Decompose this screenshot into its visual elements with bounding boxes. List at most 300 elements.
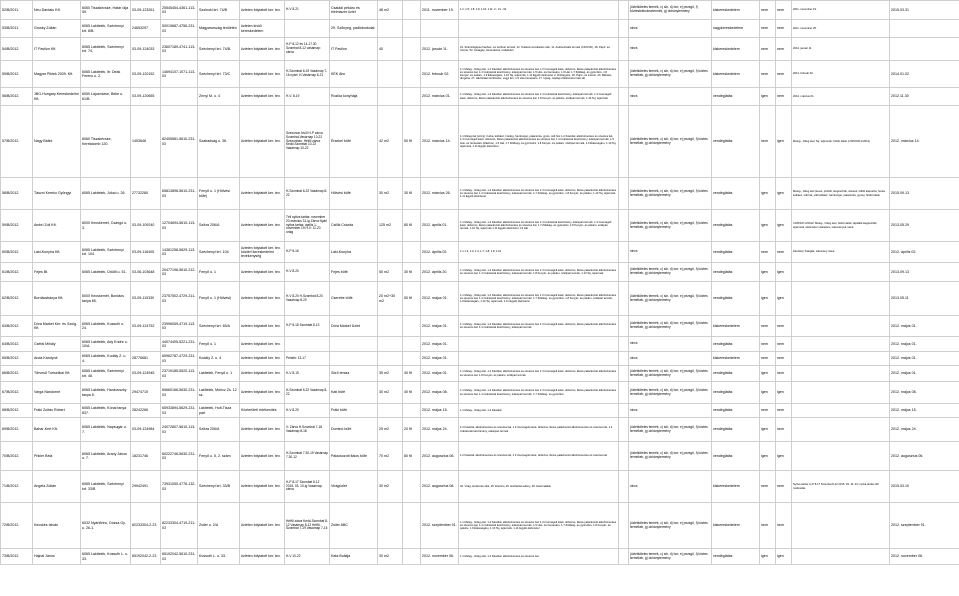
cell-from: I-005/347-2/2012: Meleg-, hideg étel, hűtött italok, táplálék kiegészítők, tejtermék, élelmiszer szárazáru, sütemények, kávé — [792, 210, 890, 242]
table-row — [1, 242, 959, 263]
cell-registry: 23757502-4729-211-03 — [161, 282, 198, 316]
table-row — [1, 442, 959, 471]
cell-from — [792, 366, 890, 382]
cell-liquor: igen — [760, 366, 776, 382]
cell-place: Lakitelek, Holt-Tisza part — [198, 404, 240, 418]
cell-product: Zsiler ABC — [330, 503, 378, 549]
cell-product: Családi pékáru és élelmiszer üzlet — [330, 1, 378, 20]
cell-rooms — [403, 337, 421, 352]
cell-kind: üzleten folytatott ker. tev. — [240, 471, 285, 503]
cell-alcohol: nem — [776, 418, 792, 442]
cell-from — [792, 549, 890, 565]
cell-liquor: nem — [760, 352, 776, 366]
table-row — [1, 20, 959, 38]
cell-address: 6065 Lakitelek, Hankovszky tanya 5. — [81, 382, 131, 404]
cell-date: 2012. március 14. — [421, 106, 459, 178]
cell-from: 2011. november 19. — [792, 1, 890, 20]
cell-date: 2012. május 01. — [421, 282, 459, 316]
cell-owner: Prikler Béla — [33, 442, 81, 471]
cell-date: 2012. április 02. — [421, 242, 459, 263]
table-row — [1, 316, 959, 337]
cell-food: vendéglátás — [712, 178, 760, 210]
cell-owner: Nagy Bálint — [33, 106, 81, 178]
cell-wares — [619, 382, 629, 404]
cell-wares — [619, 1, 629, 20]
cell-desc: 1.1 Meleg-, hideg étel, 1.2 Kávéital, alkoholmentes és szeszes ital, 1.3 Csomagolt kávé, dobozos, illetve palackozott alkoholmentes és szeszes ital, 1.4 Cukrászati készítmény, édesipari termék, 1.8 Kenyér- és pékáru, szélipari termék, 1.10 Tej, tejtermék — [459, 263, 619, 282]
cell-wares — [619, 404, 629, 418]
cell-product: Dominó büfé — [330, 418, 378, 442]
cell-registry: 73931050-4776-132-03 — [161, 471, 198, 503]
cell-open: H-V 10-22 — [285, 549, 330, 565]
cell-desc: 1.2; 1.5; 1.8; 1.9; 1.10; 1.11; 2.; 21.; 32. — [459, 1, 619, 20]
cell-product: Rozika konyhája — [330, 88, 378, 106]
cell-kind: üzleten folytatott ker. tev. — [240, 88, 285, 106]
cell-open: Szezonon kívül H-P zárva Szombat-Vasárnap 10-22 Szezonban: Hétfő zárva Kedd-Szombat 10-22 Vasárnap 10-22 — [285, 106, 330, 178]
cell-address: 6032 Nyárlőrinc, Dózsa Gy. u. 26-1. — [81, 503, 131, 549]
cell-kind: üzleten kívüli kereskedelem — [240, 20, 285, 38]
cell-alcohol: nem — [776, 38, 792, 61]
cell-open: H-V 8-20 H-Szombat 8-20 Vasárnap 8-20 — [285, 282, 330, 316]
cell-product: 29. Szőnyeg, padlóburkolat — [330, 20, 378, 38]
cell-desc: 1.2 Kávéital, alkoholmentes és szeszes ital, 1.3 Csomagolt kávé, dobozos, illetve palackozott alkoholmentes és szeszes ital, 1.4 Cukrászati készítmény, édesipari termék — [459, 418, 619, 442]
cell-open — [285, 20, 330, 38]
cell-kind: Közterületi értékesítés — [240, 404, 285, 418]
cell-open: Téli nyitva tartás: november 20-március 31-ig Zárva Nyári nyitva tartás: április 1-november 19 H-V: 11-20 óráig — [285, 210, 330, 242]
cell-liquor: nem — [760, 471, 776, 503]
cell-wares — [619, 242, 629, 263]
cell-address: 6065 Lakitelek, Széchenyi krt. 104. — [81, 242, 131, 263]
cell-alcohol: igen — [776, 106, 792, 178]
cell-owner: Angéla Zoltán — [33, 471, 81, 503]
cell-id: 63/B/2012. — [1, 316, 33, 337]
cell-from: 2011. november 25. — [792, 20, 890, 38]
cell-area — [378, 503, 403, 549]
cell-address: 6065 Lakitelek, Jókai u. 26. — [81, 178, 131, 210]
cell-from — [792, 442, 890, 471]
cell-registry: 12704694-5610-113-03 — [161, 210, 198, 242]
cell-desc: 19. Számítógépes hardver- és szoftver termék, 12. Telekommunikációs cikk, 11. Audiovizuális termék (CD,DVD), 18. Papír- és írószer, 53. Irodagép, berendezés, irodabútor — [459, 38, 619, 61]
table-row — [1, 282, 959, 316]
cell-to: 2012. március 14. — [890, 106, 959, 178]
cell-retail: (üzletköteles termék, c) sör, d) bor; e) pezsgő, f) köztes termékek, g) dohánytermény — [629, 61, 712, 88]
cell-tax: 03-06-103648 — [131, 263, 161, 282]
cell-retail: nincs — [629, 471, 712, 503]
cell-kind: üzleten folytatott ker. tev. köztéri kereskedelmi tevékenység — [240, 242, 285, 263]
cell-liquor: igen — [760, 418, 776, 442]
cell-to — [890, 38, 959, 61]
cell-kind: üzleten folytatott ker. tev. — [240, 503, 285, 549]
cell-address: 6065 Lakitelek, Ady Endre u. 10/A. — [81, 337, 131, 352]
cell-retail: nincs — [629, 352, 712, 366]
cell-alcohol: igen — [776, 263, 792, 282]
cell-kind: üzleten folytatott ker. tev. — [240, 549, 285, 565]
cell-rooms — [403, 404, 421, 418]
cell-rooms: 40 fő — [403, 366, 421, 382]
cell-retail: (üzletköteles termék, c) sör, d) bor; e) pezsgő, f) köztestekkolosztermék, g) dohánytermény — [629, 1, 712, 20]
cell-registry: 14381258-5629-113-03 — [161, 242, 198, 263]
cell-date: 2012. március 26. — [421, 178, 459, 210]
cell-address: 6065 Lakitelek, Kossuth u. 24. — [81, 316, 131, 337]
cell-open — [285, 337, 330, 352]
cell-date: 2012. február 02. — [421, 61, 459, 88]
cell-registry: 65962787-4729-231-03 — [161, 352, 198, 366]
cell-rooms — [403, 38, 421, 61]
cell-food: vendéglátás — [712, 418, 760, 442]
cell-liquor: igen — [760, 382, 776, 404]
cell-kind: üzleten folytatott ker. tev. — [240, 210, 285, 242]
cell-area — [378, 88, 403, 106]
cell-food: vendéglátás — [712, 106, 760, 178]
cell-tax: 28242266 — [131, 404, 161, 418]
cell-tax — [131, 337, 161, 352]
cell-tax: 28776681 — [131, 352, 161, 366]
cell-id: 65/B/2012. — [1, 352, 33, 366]
cell-wares — [619, 549, 629, 565]
cell-address: 6065 Lakitelek, Széchenyi krt. 8/B. — [81, 20, 131, 38]
cell-open: Péntek: 13-17 — [285, 352, 330, 366]
cell-owner: Tászni Kereko Gyöngyi — [33, 178, 81, 210]
cell-date — [421, 20, 459, 38]
cell-address: 6065 Lakitelek, Széchenyi krt. 46. — [81, 366, 131, 382]
cell-open: H-V 8-19 — [285, 366, 330, 382]
cell-date: 2012. május 15. — [421, 404, 459, 418]
cell-id: 59/B/2012. — [1, 210, 33, 242]
cell-kind: üzleten folytatott ker. tev. — [240, 106, 285, 178]
cell-alcohol: nem — [776, 61, 792, 88]
cell-from — [792, 337, 890, 352]
cell-food: kiskereskedelem — [712, 61, 760, 88]
cell-area: 48 m2 — [378, 1, 403, 20]
cell-registry: 50019687-4756-231-03 — [161, 20, 198, 38]
cell-place: Fenyő u. 1 — [198, 263, 240, 282]
cell-liquor: nem — [760, 503, 776, 549]
cell-date: 2012. szeptember 01. — [421, 503, 459, 549]
table-row — [1, 178, 959, 210]
cell-address: 6065 Lakitelek, Széchenyi krt. 33/B — [81, 471, 131, 503]
cell-area: 35 m2 — [378, 366, 403, 382]
cell-to: 2012. november 06. — [890, 549, 959, 565]
table-row — [1, 210, 959, 242]
cell-date: 2012. május 08. — [421, 382, 459, 404]
cell-place: Szabadság u. 36. — [198, 106, 240, 178]
cell-registry: 23996059-4719-113-03 — [161, 316, 198, 337]
cell-rooms — [403, 549, 421, 565]
cell-kind: üzleten folytatott ker. tev. — [240, 178, 285, 210]
cell-tax: 29942491 — [131, 471, 161, 503]
cell-liquor: nem — [760, 1, 776, 20]
table-row — [1, 61, 959, 88]
cell-desc: 1.1 Meleg-, hideg étel, 1.2 Kávéital, alkoholmentes és szeszes ital, 1.3 Csomagolt kávé, dobozos, illetve palackozott alkoholmentes és szeszes ital, 1.4 Cukrászati készítmény, édesipari termék, 1.5 Hús- és hentesáru, 1.7 Zöldség- és gyümölcs, 1.8 Kenyér- és pékáru, 1.9 Édességáru, 1.10 Tej, tejtermék, 1.11 Egyéb élelmiszer — [459, 503, 619, 549]
cell-product — [330, 337, 378, 352]
cell-retail: (üzletköteles termék, c) sör, d) bor; e) pezsgő, f) köztes termékek, g) dohánytermény — [629, 382, 712, 404]
cell-kind: üzleten folytatott ker. tev. — [240, 442, 285, 471]
cell-alcohol: nem — [776, 503, 792, 549]
cell-address: 6065 Lakitelek, Széchenyi krt. 74. — [81, 38, 131, 61]
cell-wares — [619, 352, 629, 366]
cell-id: 67/B/2012. — [1, 382, 33, 404]
register-rows — [1, 1, 959, 565]
cell-food: vendéglátás — [712, 337, 760, 352]
cell-place: Szikra 206/A — [198, 210, 240, 242]
cell-product: Hölvési büfé — [330, 178, 378, 210]
cell-area: 50 m2 — [378, 263, 403, 282]
cell-date: 2012. április 20. — [421, 263, 459, 282]
cell-rooms — [403, 471, 421, 503]
cell-rooms — [403, 503, 421, 549]
cell-place: Fenyő u. 1 (Hölvési) — [198, 282, 240, 316]
cell-tax: 03-09-124033 — [131, 38, 161, 61]
cell-tax: 03-09-109240 — [131, 210, 161, 242]
cell-owner: Fráki Zoltán Róbert — [33, 404, 81, 418]
cell-rooms: 50 fő — [403, 106, 421, 178]
table-row — [1, 549, 959, 565]
table-row — [1, 263, 959, 282]
cell-kind: üzleten folytatott ker. tev. — [240, 316, 285, 337]
cell-food: kiskereskedelem — [712, 316, 760, 337]
cell-kind: üzleten folytatott ker. tev. — [240, 282, 285, 316]
cell-id: 58/B/2012. — [1, 178, 33, 210]
cell-tax: 03-09-116405 — [131, 242, 161, 263]
cell-registry — [161, 88, 198, 106]
table-row — [1, 418, 959, 442]
cell-to: 2015.03.10 — [890, 471, 959, 503]
cell-owner: Hajnal János — [33, 549, 81, 565]
cell-tax: 03-09-120152 — [131, 61, 161, 88]
cell-liquor: nem — [760, 106, 776, 178]
table-row — [1, 352, 959, 366]
cell-place: Széchenyi krt. 73/C — [198, 61, 240, 88]
cell-desc: 1.1 Meleg-, hideg étel, 1.2 Kávéital, alkoholmentes és szeszes ital — [459, 549, 619, 565]
cell-owner: Laki-Konyha Kft. — [33, 242, 81, 263]
cell-open: H-Szombat 6-22 Vasárnap 8-22 — [285, 382, 330, 404]
cell-product: Fráki büfé — [330, 404, 378, 418]
cell-kind: üzleten folytatott ker. tev. — [240, 1, 285, 20]
cell-rooms — [403, 88, 421, 106]
cell-food: vendéglátás — [712, 88, 760, 106]
cell-id: 56/B/2012. — [1, 88, 33, 106]
cell-tax: 24653297 — [131, 20, 161, 38]
cell-id: 52/B/2011. — [1, 1, 33, 20]
cell-to — [890, 20, 959, 38]
cell-tax: 27732280 — [131, 178, 161, 210]
cell-wares — [619, 210, 629, 242]
cell-liquor: igen — [760, 210, 776, 242]
cell-open: H-V 8-20 — [285, 404, 330, 418]
cell-registry: 60222746-5630-231-03 — [161, 442, 198, 471]
cell-to: 2015.03.31 — [890, 1, 959, 20]
cell-rooms — [403, 61, 421, 88]
cell-registry: 20477196-5610-212-03 — [161, 263, 198, 282]
cell-wares — [619, 61, 629, 88]
cell-owner: Tőrveső Turisztikai Kft. — [33, 366, 81, 382]
cell-address: 6065 Lakitelek, Kossuth L. u. 33. — [81, 549, 131, 565]
cell-address: 6065 Lakitelek, Kónai tanya 837. — [81, 404, 131, 418]
cell-retail: nincs — [629, 337, 712, 352]
cell-wares — [619, 106, 629, 178]
cell-kind: üzleten folytatott ker. tev. — [240, 263, 285, 282]
cell-to: 2013.05.11 — [890, 282, 959, 316]
cell-liquor: igen — [760, 282, 776, 316]
cell-registry: 24072807-5610-113-03 — [161, 418, 198, 442]
cell-product: KÉK Abc — [330, 61, 378, 88]
cell-id: 54/B/2012. — [1, 38, 33, 61]
table-row — [1, 38, 959, 61]
cell-from — [792, 382, 890, 404]
cell-address: 6050 Lajosmizse, Béke u. 61/B. — [81, 88, 131, 106]
cell-food: kiskereskedelem — [712, 352, 760, 366]
cell-place: Zrínyi M. u. 4 — [198, 88, 240, 106]
cell-retail: (üzletköteles termék, c) sör, d) bor; e) pezsgő, f) köztes termékek, g) dohánytermény — [629, 282, 712, 316]
cell-alcohol: igen — [776, 442, 792, 471]
cell-area — [378, 316, 403, 337]
cell-area: 30 m2 — [378, 471, 403, 503]
cell-rooms — [403, 242, 421, 263]
cell-desc — [459, 352, 619, 366]
cell-registry: 82233304-4719-211-03 — [161, 503, 198, 549]
cell-open: H-V. 8-19 — [285, 88, 330, 106]
cell-owner: Bahar-Kert Kft. — [33, 418, 81, 442]
cell-from: Meleg-, hideg étel (leves, pörkölt, kiegészítők, rétesek, töltött káposzta, hurka, kolbász, sült hal, sült kolbász, hamburger, palacsinta, gyros), hűtött italok — [792, 178, 890, 210]
cell-to: 2014.01.02 — [890, 61, 959, 88]
cell-wares — [619, 178, 629, 210]
cell-rooms — [403, 20, 421, 38]
cell-registry: 82455581-5610-231-03 — [161, 106, 198, 178]
cell-product: Sörő terasz — [330, 366, 378, 382]
cell-retail: (üzletköteles termék, c) sör, d) bor; e) pezsgő, f) köztes termékek, g) dohánytermény — [629, 442, 712, 471]
cell-liquor: igen — [760, 88, 776, 106]
cell-alcohol: nem — [776, 352, 792, 366]
cell-open: H-Szombat 7.30-19 Vasárnap 7.30-12 — [285, 442, 330, 471]
cell-wares — [619, 442, 629, 471]
cell-tax: 03-09-124984 — [131, 418, 161, 442]
cell-tax: 03-09-124945 — [131, 366, 161, 382]
cell-wares — [619, 337, 629, 352]
cell-wares — [619, 503, 629, 549]
cell-food: vendéglátás — [712, 282, 760, 316]
cell-owner: JBG-Hungary Kereskedelmi Kft. — [33, 88, 81, 106]
cell-place: Széchenyi krt. 74/B. — [198, 38, 240, 61]
cell-to: 2013.05.29 — [890, 210, 959, 242]
cell-open: H-Szombat 6-22 Vasárnap 8-22 — [285, 178, 330, 210]
cell-to: 2012. április 02. — [890, 242, 959, 263]
cell-open: Hétfő zárva Kedd-Szombat 8-12 Vasárnap 8-12 Hétfő-Szombat 7-19 Vasárnap 7-15 — [285, 503, 330, 549]
cell-retail: (üzletköteles termék, c) sör, d) bor; e) pezsgő, f) köztes termékek, g) dohánytermény — [629, 549, 712, 565]
cell-id: 73/B/2012. — [1, 549, 33, 565]
cell-date: 2012. április 01. — [421, 210, 459, 242]
cell-product: Kata Buliája — [330, 549, 378, 565]
cell-desc: 1.1 1.2; 1.3; 1.4; 1.7; 1.8; 1.9; 1.10 — [459, 242, 619, 263]
cell-food: nagykereskedelem — [712, 20, 760, 38]
cell-date: 2012. május 01. — [421, 352, 459, 366]
cell-product: Palackozott italos büfé — [330, 442, 378, 471]
cell-address: 6065 Lakitelek, Arany János u. 7. — [81, 442, 131, 471]
cell-alcohol: nem — [776, 316, 792, 337]
cell-owner: Ambri Zoli Kft. — [33, 210, 81, 242]
cell-rooms: 30 fő — [403, 263, 421, 282]
cell-alcohol: igen — [776, 382, 792, 404]
cell-product: Érsekei büfé — [330, 106, 378, 178]
cell-retail: (üzletköteles termék, c) sör, d) bor; e) pezsgő, f) köztes termékek, g) dohánytermény — [629, 178, 712, 210]
cell-address: 6060 Tiszakécske, Kerekdomb 120. — [81, 106, 131, 178]
cell-owner: Cséfai Mihály — [33, 337, 81, 352]
cell-to: 2015.09.13 — [890, 178, 959, 210]
cell-product: Cserebe büfé — [330, 282, 378, 316]
cell-area — [378, 20, 403, 38]
cell-owner: Kecskés István — [33, 503, 81, 549]
cell-from — [792, 404, 890, 418]
cell-owner: Magyar Piktek 2009. Kft. — [33, 61, 81, 88]
cell-place: Szikra 206/A — [198, 418, 240, 442]
cell-date: 2012. május 24. — [421, 418, 459, 442]
cell-desc — [459, 337, 619, 352]
cell-desc: 1.1 Meleg-, hideg étel, 1.2 Kávéital, alkoholmentes és szeszes ital, 1.3 Csomagolt kávé, dobozos, illetve palackozott alkoholmentes és szeszes ital, 1.4 Cukrászati készítmény, édesipari termék, 1.5 Hús- és hentesáru, 1.6 Hal, 1.7 Zöldség- és gyümölcs, 1.8 Kenyér- és pékáru, 1.9 Édességáru, 1.10 Tej, tejtermék, 1.11 Egyéb élelmiszer 2. Dohányáru, 18. Papír- és írószer, 20. Bébiáru, drogéria, 27. Háztartási tisztítószer, vegyi áru, 1.5 Hús-hentesáru, 17. Ujság, napilap 3.Élelmiszer iátó stb — [459, 61, 619, 88]
cell-place: Magyarország területén — [198, 20, 240, 38]
table-row — [1, 106, 959, 178]
cell-area: 42 m2 — [378, 106, 403, 178]
cell-food: vendéglátás — [712, 210, 760, 242]
cell-date: 2012. november 06. — [421, 549, 459, 565]
cell-date: 2012. május 01. — [421, 366, 459, 382]
cell-food: vendéglátás — [712, 242, 760, 263]
cell-liquor: nem — [760, 61, 776, 88]
cell-retail: (üzletköteles termék, c) sör, d) bor; e) pezsgő, f) köztes termékek, g) dohánytermény — [629, 418, 712, 442]
cell-id: 64/B/2012. — [1, 337, 33, 352]
cell-product: Fejes büfé — [330, 263, 378, 282]
cell-open: H-Szombat 6-19 Vasárnap 7-16 nyári: H-Vasárnap 6-21 — [285, 61, 330, 88]
table-row — [1, 404, 959, 418]
cell-id: 70/B/2012. — [1, 442, 33, 471]
cell-wares — [619, 471, 629, 503]
cell-place: Fenyő u. 1 — [198, 337, 240, 352]
cell-address: 6065 Lakitelek, Napsugár u. 7. — [81, 418, 131, 442]
cell-area — [378, 242, 403, 263]
table-row — [1, 1, 959, 20]
cell-kind: üzleten folytatott ker. tev. — [240, 38, 285, 61]
cell-retail: (üzletköteles termék, c) sör, d) bor; e) pezsgő, f) köztes termékek, g) dohánytermény — [629, 210, 712, 242]
cell-alcohol: nem — [776, 404, 792, 418]
cell-area: 20 m2+30 m2 — [378, 282, 403, 316]
cell-desc: 1.1 Meleg-, hideg étel, 1.2 Kávéital, alkoholmentes és szeszes ital, 1.4 Cukrászati készítmény, édesipari termék, 1.3 Csomagolt kávé, dobozos, illetve palackozott alkoholmentes és szeszes ital, 1.8 Kenyér- és pékáru, szélipari termék, 1.10 Tej, tejtermék — [459, 88, 619, 106]
cell-desc: 1.2 Kávéital, alkoholmentes és szeszes ital, 1.3 Csomagolt kávé, dobozos, illetve palackozott alkoholmentes és szeszes ital — [459, 442, 619, 471]
cell-food: vendéglátás — [712, 263, 760, 282]
cell-wares — [619, 282, 629, 316]
cell-alcohol: nem — [776, 88, 792, 106]
cell-area: 30 m2 — [378, 178, 403, 210]
cell-kind: üzleten folytatott ker. tev. — [240, 382, 285, 404]
cell-area: 30 m2 — [378, 382, 403, 404]
cell-date: 2012. január 11. — [421, 38, 459, 61]
cell-food: kiskereskedelem — [712, 503, 760, 549]
cell-from: 2012. február 02. — [792, 61, 890, 88]
cell-from — [792, 282, 890, 316]
cell-wares — [619, 316, 629, 337]
cell-product — [330, 352, 378, 366]
cell-open: H-P 8-16 — [285, 242, 330, 263]
cell-desc: 1.1 Meleg ital (szörp), hurka, kolbász, hotdog, hamburger, palacsinta, gyros, sült hús 1.2 Kávéital, alkoholmentes és szeszes ital, 1.3 Csomagolt kávé, dobozos, illetve palackozott alkoholmentes és szeszes ital, 1.4 Cukrászati készítmény, édesipari termék, 1.5 Hús- és hentesáru (tőkehús), 1.6 Hal, 1.7 Zöldség- és gyümölcs, 1.8 Kenyér- és pékáru, szélipari termék, 1.9 Édességáru, 1.10 Tej, tejtermék, 1.11 Egyéb élelmiszer — [459, 106, 619, 178]
cell-id: 71/B/2012. — [1, 471, 33, 503]
cell-product: Dóra Market Üzlet — [330, 316, 378, 337]
cell-tax: 29474715 — [131, 382, 161, 404]
cell-from: 2012. január 11. — [792, 38, 890, 61]
cell-owner: IT Pavilon Kft. — [33, 38, 81, 61]
cell-id: 72/B/2012. — [1, 503, 33, 549]
cell-open: H-P 8-17 Szombat 8-12 2015. 03. 10-ig Vasárnap: zárva — [285, 471, 330, 503]
cell-liquor: nem — [760, 337, 776, 352]
cell-retail: nincs — [629, 38, 712, 61]
cell-product: IT Pavilon — [330, 38, 378, 61]
cell-date: 2012. március 01. — [421, 88, 459, 106]
cell-rooms: 20 fő — [403, 418, 421, 442]
